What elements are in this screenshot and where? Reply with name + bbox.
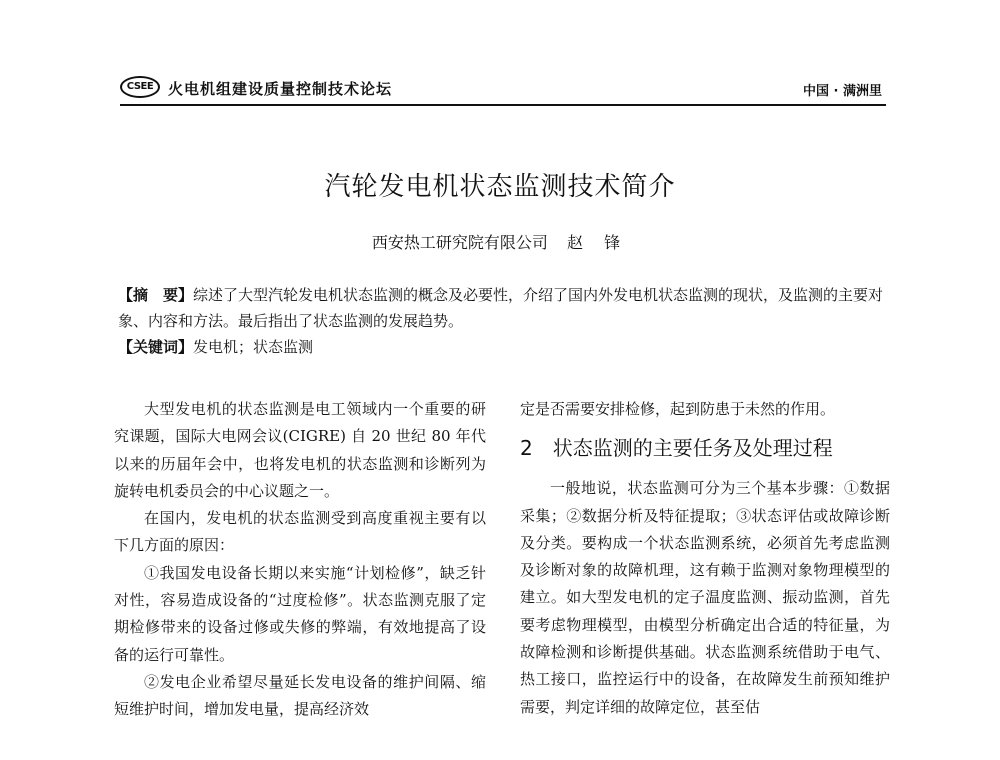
- body-paragraph: 大型发电机的状态监测是电工领域内一个重要的研究课题，国际大电网会议(CIGRE) 自 20 世纪 80 年代以来的历届年会中，也将发电机的状态监测和诊断列为旋转电机委员会的中心议题之一。: [114, 400, 486, 500]
- left-column: [114, 396, 486, 724]
- abstract-block: [118, 282, 888, 360]
- body-paragraph: 一般地说，状态监测可分为三个基本步骤：①数据采集；②数据分析及特征提取；③状态评估或故障诊断及分类。要构成一个状态监测系统，必须首先考虑监测及诊断对象的故障机理，这有赖于监测对象物理模型的建立。如大型发电机的定子温度监测、振动监测，首先要考虑物理模型，由模型分析确定出合适的特征量，为故障检测和诊断提供基础。状态监测系统借助于电气、热工接口，监控运行中的设备，在故障发生前预知维护需要，判定详细的故障定位，甚至估: [520, 479, 890, 716]
- running-header: [120, 74, 886, 106]
- body-paragraph: ②发电企业希望尽量延长发电设备的维护间隔、缩短维护时间，增加发电量，提高经济效: [114, 672, 486, 719]
- paper-title: 汽轮发电机状态监测技术简介: [324, 172, 676, 202]
- keywords-label: 【关键词】: [118, 338, 194, 356]
- society-logo: CSEE: [120, 76, 160, 98]
- header-location: 中国 · 满洲里: [803, 84, 882, 99]
- forum-title: 火电机组建设质量控制技术论坛: [168, 80, 393, 98]
- keywords-text: 发电机；状态监测: [193, 338, 314, 356]
- keywords-paragraph: [118, 334, 888, 360]
- abstract-text: 综述了大型汽轮发电机状态监测的概念及必要性，介绍了国内外发电机状态监测的现状，及监测的主要对象、内容和方法。最后指出了状态监测的发展趋势。: [118, 286, 884, 330]
- section-number: 2: [520, 436, 533, 461]
- abstract-label: 【摘 要】: [118, 286, 194, 304]
- body-paragraph: ①我国发电设备长期以来实施“计划检修”，缺乏针对性，容易造成设备的“过度检修”。状态监测克服了定期检修带来的设备过修或失修的弊端，有效地提高了设备的运行可靠性。: [114, 563, 486, 664]
- byline: [0, 230, 1000, 253]
- author-name: 赵 锋: [567, 233, 629, 252]
- section-heading: [520, 433, 890, 463]
- right-column: [520, 396, 890, 721]
- body-paragraph: 在国内，发电机的状态监测受到高度重视主要有以下几方面的原因：: [114, 509, 486, 555]
- body-paragraph: 定是否需要安排检修，起到防患于未然的作用。: [520, 400, 836, 418]
- affiliation: 西安热工研究院有限公司: [371, 233, 548, 252]
- section-title: 状态监测的主要任务及处理过程: [552, 436, 833, 461]
- abstract-paragraph: [118, 282, 888, 334]
